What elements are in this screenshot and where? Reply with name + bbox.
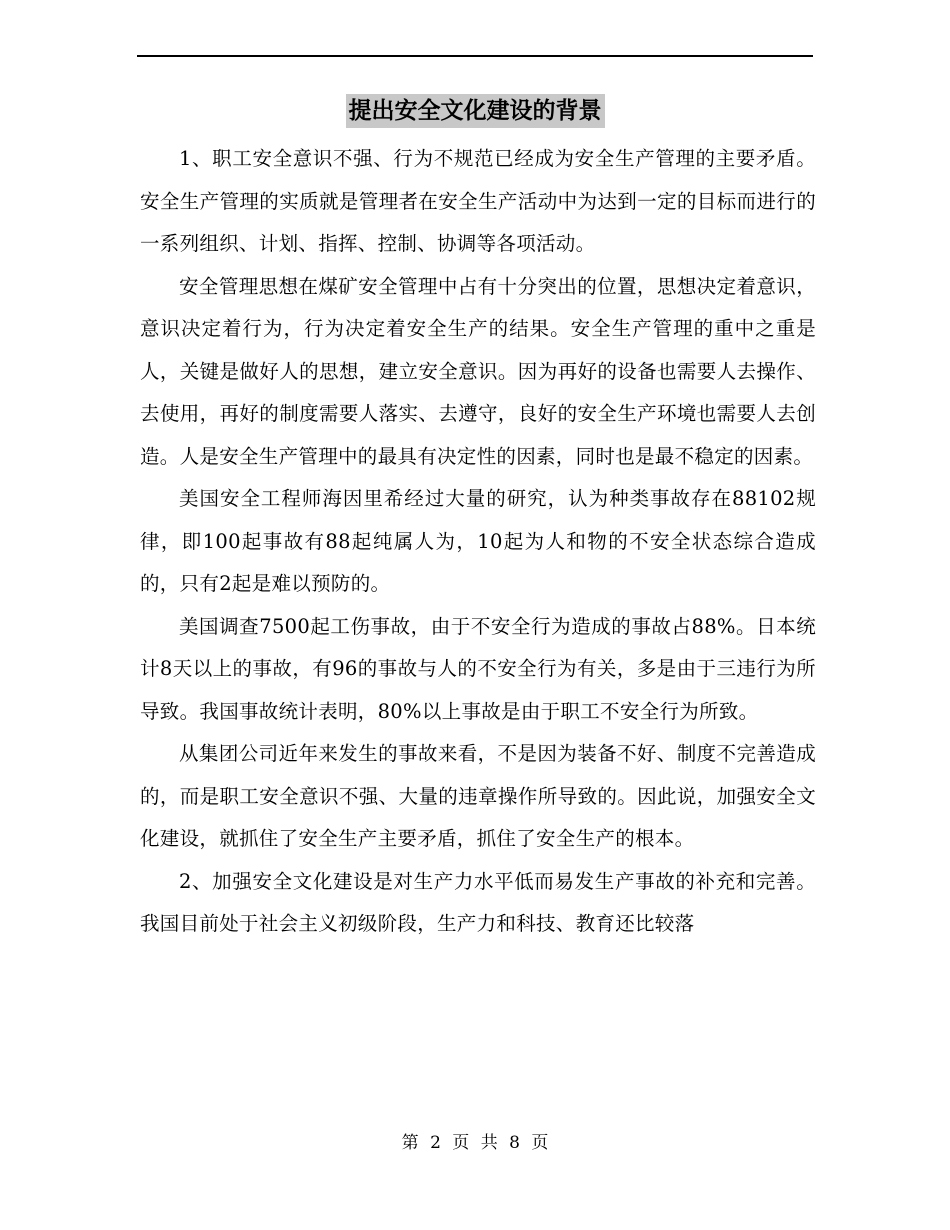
document-title-text: 提出安全文化建设的背景 bbox=[346, 94, 605, 128]
page-number-footer: 第 2 页 共 8 页 bbox=[401, 1133, 549, 1153]
paragraph: 美国安全工程师海因里希经过大量的研究，认为种类事故存在88102规律，即100起事故有88起纯属人为，10起为人和物的不安全状态综合造成的，只有2起是难以预防的。 bbox=[140, 487, 816, 595]
paragraph: 1、职工安全意识不强、行为不规范已经成为安全生产管理的主要矛盾。安全生产管理的实质就是管理者在安全生产活动中为达到一定的目标而进行的一系列组织、计划、指挥、控制、协调等各项活动。 bbox=[140, 147, 816, 255]
document-title bbox=[0, 88, 950, 128]
document-body bbox=[140, 138, 816, 946]
paragraph: 2、加强安全文化建设是对生产力水平低而易发生产事故的补充和完善。我国目前处于社会主义初级阶段，生产力和科技、教育还比较落 bbox=[140, 869, 816, 935]
paragraph: 安全管理思想在煤矿安全管理中占有十分突出的位置，思想决定着意识，意识决定着行为，行为决定着安全生产的结果。安全生产管理的重中之重是人，关键是做好人的思想，建立安全意识。因为再好的设备也需要人去操作、去使用，再好的制度需要人落实、去遵守，良好的安全生产环境也需要人去创造。人是安全生产管理中的最具有决定性的因素，同时也是最不稳定的因素。 bbox=[140, 274, 816, 468]
paragraph: 美国调查7500起工伤事故，由于不安全行为造成的事故占88%。日本统计8天以上的事故，有96的事故与人的不安全行为有关，多是由于三违行为所导致。我国事故统计表明，80%以上事故是由于职工不安全行为所致。 bbox=[140, 614, 816, 723]
header-rule bbox=[137, 55, 813, 57]
paragraph: 从集团公司近年来发生的事故来看，不是因为装备不好、制度不完善造成的，而是职工安全意识不强、大量的违章操作所导致的。因此说，加强安全文化建设，就抓住了安全生产主要矛盾，抓住了安全生产的根本。 bbox=[140, 742, 816, 850]
